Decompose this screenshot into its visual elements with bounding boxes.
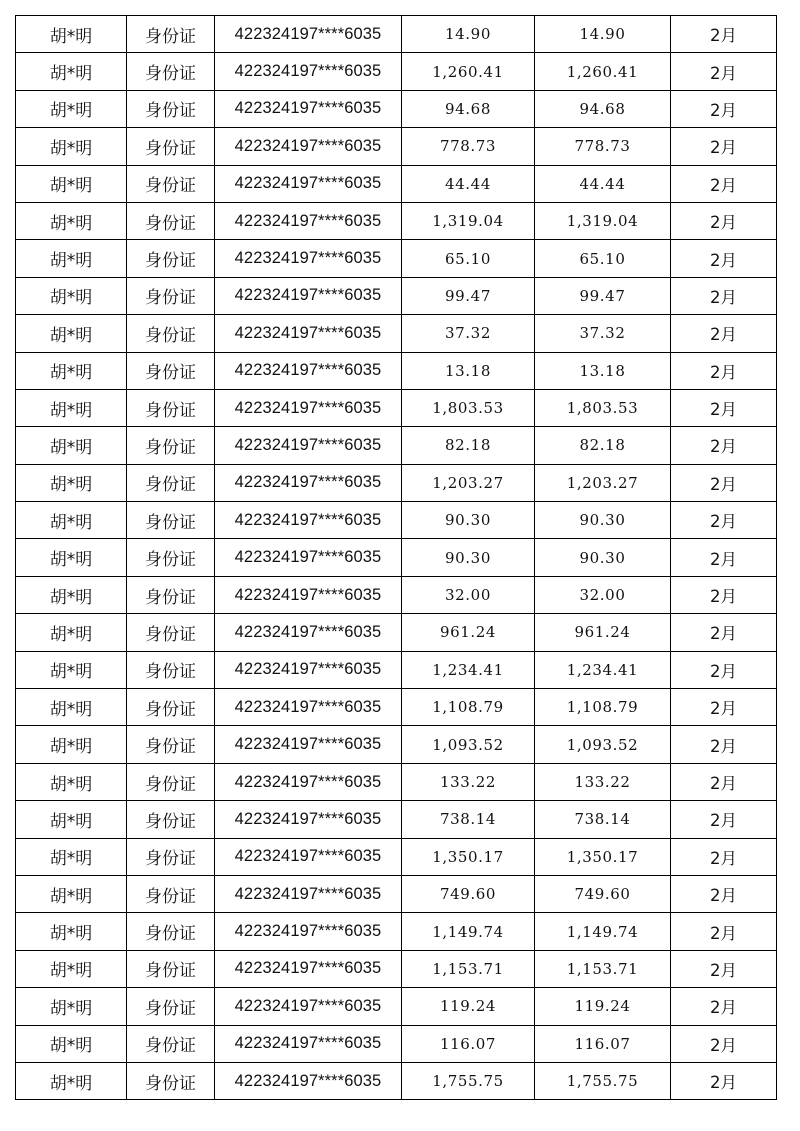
amount-cell: 14.90 bbox=[402, 16, 535, 53]
amount-cell: 1,803.53 bbox=[402, 389, 535, 426]
id-type-cell: 身份证 bbox=[127, 90, 215, 127]
amount-cell: 1,319.04 bbox=[402, 202, 535, 239]
amount-cell: 1,260.41 bbox=[402, 53, 535, 90]
id-type-cell: 身份证 bbox=[127, 689, 215, 726]
month-cell: 2月 bbox=[671, 726, 777, 763]
amount-paid-cell: 32.00 bbox=[535, 576, 671, 613]
amount-paid-cell: 82.18 bbox=[535, 427, 671, 464]
id-type-cell: 身份证 bbox=[127, 1062, 215, 1099]
id-number-cell: 422324197****6035 bbox=[215, 576, 402, 613]
id-type-cell: 身份证 bbox=[127, 240, 215, 277]
name-cell: 胡*明 bbox=[16, 801, 127, 838]
name-cell: 胡*明 bbox=[16, 689, 127, 726]
id-type-cell: 身份证 bbox=[127, 838, 215, 875]
name-cell: 胡*明 bbox=[16, 651, 127, 688]
table-row bbox=[16, 315, 777, 352]
id-type-cell: 身份证 bbox=[127, 875, 215, 912]
id-type-cell: 身份证 bbox=[127, 950, 215, 987]
amount-cell: 90.30 bbox=[402, 502, 535, 539]
id-number-cell: 422324197****6035 bbox=[215, 128, 402, 165]
month-cell: 2月 bbox=[671, 165, 777, 202]
name-cell: 胡*明 bbox=[16, 988, 127, 1025]
month-cell: 2月 bbox=[671, 352, 777, 389]
name-cell: 胡*明 bbox=[16, 576, 127, 613]
amount-paid-cell: 1,803.53 bbox=[535, 389, 671, 426]
month-cell: 2月 bbox=[671, 389, 777, 426]
name-cell: 胡*明 bbox=[16, 16, 127, 53]
month-cell: 2月 bbox=[671, 875, 777, 912]
name-cell: 胡*明 bbox=[16, 352, 127, 389]
amount-cell: 65.10 bbox=[402, 240, 535, 277]
id-number-cell: 422324197****6035 bbox=[215, 1062, 402, 1099]
table-row bbox=[16, 988, 777, 1025]
amount-paid-cell: 1,108.79 bbox=[535, 689, 671, 726]
id-number-cell: 422324197****6035 bbox=[215, 801, 402, 838]
table-row bbox=[16, 277, 777, 314]
table-row bbox=[16, 838, 777, 875]
name-cell: 胡*明 bbox=[16, 950, 127, 987]
amount-paid-cell: 119.24 bbox=[535, 988, 671, 1025]
amount-paid-cell: 65.10 bbox=[535, 240, 671, 277]
name-cell: 胡*明 bbox=[16, 913, 127, 950]
id-type-cell: 身份证 bbox=[127, 539, 215, 576]
amount-paid-cell: 44.44 bbox=[535, 165, 671, 202]
table-row bbox=[16, 763, 777, 800]
id-number-cell: 422324197****6035 bbox=[215, 315, 402, 352]
id-type-cell: 身份证 bbox=[127, 763, 215, 800]
amount-paid-cell: 961.24 bbox=[535, 614, 671, 651]
table-row bbox=[16, 464, 777, 501]
name-cell: 胡*明 bbox=[16, 240, 127, 277]
id-number-cell: 422324197****6035 bbox=[215, 950, 402, 987]
id-number-cell: 422324197****6035 bbox=[215, 90, 402, 127]
table-row bbox=[16, 913, 777, 950]
payment-table bbox=[15, 15, 777, 1100]
amount-cell: 32.00 bbox=[402, 576, 535, 613]
table-row bbox=[16, 389, 777, 426]
amount-cell: 961.24 bbox=[402, 614, 535, 651]
amount-paid-cell: 1,234.41 bbox=[535, 651, 671, 688]
name-cell: 胡*明 bbox=[16, 389, 127, 426]
table-row bbox=[16, 801, 777, 838]
id-type-cell: 身份证 bbox=[127, 913, 215, 950]
amount-paid-cell: 99.47 bbox=[535, 277, 671, 314]
amount-cell: 1,153.71 bbox=[402, 950, 535, 987]
table-row bbox=[16, 427, 777, 464]
amount-cell: 1,755.75 bbox=[402, 1062, 535, 1099]
table-row bbox=[16, 576, 777, 613]
month-cell: 2月 bbox=[671, 1062, 777, 1099]
month-cell: 2月 bbox=[671, 838, 777, 875]
id-type-cell: 身份证 bbox=[127, 801, 215, 838]
amount-paid-cell: 13.18 bbox=[535, 352, 671, 389]
amount-paid-cell: 14.90 bbox=[535, 16, 671, 53]
table-row bbox=[16, 53, 777, 90]
id-number-cell: 422324197****6035 bbox=[215, 464, 402, 501]
id-number-cell: 422324197****6035 bbox=[215, 838, 402, 875]
amount-cell: 99.47 bbox=[402, 277, 535, 314]
table-row bbox=[16, 950, 777, 987]
id-type-cell: 身份证 bbox=[127, 576, 215, 613]
id-number-cell: 422324197****6035 bbox=[215, 427, 402, 464]
table-row bbox=[16, 614, 777, 651]
id-number-cell: 422324197****6035 bbox=[215, 202, 402, 239]
id-type-cell: 身份证 bbox=[127, 352, 215, 389]
table-row bbox=[16, 539, 777, 576]
name-cell: 胡*明 bbox=[16, 726, 127, 763]
name-cell: 胡*明 bbox=[16, 763, 127, 800]
table-row bbox=[16, 90, 777, 127]
amount-cell: 116.07 bbox=[402, 1025, 535, 1062]
table-row bbox=[16, 1025, 777, 1062]
table-row bbox=[16, 202, 777, 239]
month-cell: 2月 bbox=[671, 53, 777, 90]
amount-cell: 82.18 bbox=[402, 427, 535, 464]
name-cell: 胡*明 bbox=[16, 202, 127, 239]
id-number-cell: 422324197****6035 bbox=[215, 389, 402, 426]
month-cell: 2月 bbox=[671, 539, 777, 576]
month-cell: 2月 bbox=[671, 913, 777, 950]
name-cell: 胡*明 bbox=[16, 277, 127, 314]
id-type-cell: 身份证 bbox=[127, 16, 215, 53]
month-cell: 2月 bbox=[671, 1025, 777, 1062]
id-number-cell: 422324197****6035 bbox=[215, 539, 402, 576]
name-cell: 胡*明 bbox=[16, 539, 127, 576]
month-cell: 2月 bbox=[671, 576, 777, 613]
name-cell: 胡*明 bbox=[16, 1025, 127, 1062]
amount-cell: 94.68 bbox=[402, 90, 535, 127]
amount-cell: 133.22 bbox=[402, 763, 535, 800]
table-row bbox=[16, 502, 777, 539]
id-number-cell: 422324197****6035 bbox=[215, 763, 402, 800]
amount-cell: 90.30 bbox=[402, 539, 535, 576]
id-type-cell: 身份证 bbox=[127, 128, 215, 165]
id-type-cell: 身份证 bbox=[127, 988, 215, 1025]
amount-cell: 749.60 bbox=[402, 875, 535, 912]
id-type-cell: 身份证 bbox=[127, 651, 215, 688]
id-number-cell: 422324197****6035 bbox=[215, 651, 402, 688]
amount-paid-cell: 1,153.71 bbox=[535, 950, 671, 987]
id-number-cell: 422324197****6035 bbox=[215, 689, 402, 726]
amount-cell: 778.73 bbox=[402, 128, 535, 165]
month-cell: 2月 bbox=[671, 202, 777, 239]
month-cell: 2月 bbox=[671, 464, 777, 501]
name-cell: 胡*明 bbox=[16, 875, 127, 912]
month-cell: 2月 bbox=[671, 988, 777, 1025]
amount-paid-cell: 1,149.74 bbox=[535, 913, 671, 950]
name-cell: 胡*明 bbox=[16, 502, 127, 539]
table-row bbox=[16, 651, 777, 688]
id-type-cell: 身份证 bbox=[127, 1025, 215, 1062]
id-number-cell: 422324197****6035 bbox=[215, 16, 402, 53]
name-cell: 胡*明 bbox=[16, 315, 127, 352]
amount-paid-cell: 90.30 bbox=[535, 502, 671, 539]
id-type-cell: 身份证 bbox=[127, 53, 215, 90]
month-cell: 2月 bbox=[671, 16, 777, 53]
amount-paid-cell: 1,260.41 bbox=[535, 53, 671, 90]
month-cell: 2月 bbox=[671, 427, 777, 464]
id-type-cell: 身份证 bbox=[127, 165, 215, 202]
month-cell: 2月 bbox=[671, 128, 777, 165]
id-number-cell: 422324197****6035 bbox=[215, 614, 402, 651]
amount-cell: 1,234.41 bbox=[402, 651, 535, 688]
name-cell: 胡*明 bbox=[16, 427, 127, 464]
table-row bbox=[16, 875, 777, 912]
month-cell: 2月 bbox=[671, 502, 777, 539]
amount-paid-cell: 90.30 bbox=[535, 539, 671, 576]
amount-cell: 1,203.27 bbox=[402, 464, 535, 501]
name-cell: 胡*明 bbox=[16, 614, 127, 651]
amount-cell: 1,149.74 bbox=[402, 913, 535, 950]
amount-cell: 44.44 bbox=[402, 165, 535, 202]
amount-cell: 1,350.17 bbox=[402, 838, 535, 875]
month-cell: 2月 bbox=[671, 240, 777, 277]
id-number-cell: 422324197****6035 bbox=[215, 277, 402, 314]
id-number-cell: 422324197****6035 bbox=[215, 165, 402, 202]
amount-paid-cell: 738.14 bbox=[535, 801, 671, 838]
id-number-cell: 422324197****6035 bbox=[215, 53, 402, 90]
month-cell: 2月 bbox=[671, 689, 777, 726]
id-type-cell: 身份证 bbox=[127, 389, 215, 426]
name-cell: 胡*明 bbox=[16, 165, 127, 202]
id-type-cell: 身份证 bbox=[127, 726, 215, 763]
amount-paid-cell: 116.07 bbox=[535, 1025, 671, 1062]
id-type-cell: 身份证 bbox=[127, 202, 215, 239]
id-number-cell: 422324197****6035 bbox=[215, 988, 402, 1025]
month-cell: 2月 bbox=[671, 277, 777, 314]
month-cell: 2月 bbox=[671, 763, 777, 800]
amount-paid-cell: 1,203.27 bbox=[535, 464, 671, 501]
amount-paid-cell: 749.60 bbox=[535, 875, 671, 912]
amount-cell: 13.18 bbox=[402, 352, 535, 389]
table-row bbox=[16, 128, 777, 165]
name-cell: 胡*明 bbox=[16, 838, 127, 875]
name-cell: 胡*明 bbox=[16, 53, 127, 90]
id-number-cell: 422324197****6035 bbox=[215, 1025, 402, 1062]
table-row bbox=[16, 16, 777, 53]
amount-cell: 1,093.52 bbox=[402, 726, 535, 763]
amount-cell: 37.32 bbox=[402, 315, 535, 352]
month-cell: 2月 bbox=[671, 950, 777, 987]
id-type-cell: 身份证 bbox=[127, 315, 215, 352]
id-type-cell: 身份证 bbox=[127, 277, 215, 314]
name-cell: 胡*明 bbox=[16, 1062, 127, 1099]
id-number-cell: 422324197****6035 bbox=[215, 240, 402, 277]
month-cell: 2月 bbox=[671, 614, 777, 651]
month-cell: 2月 bbox=[671, 801, 777, 838]
name-cell: 胡*明 bbox=[16, 90, 127, 127]
name-cell: 胡*明 bbox=[16, 128, 127, 165]
month-cell: 2月 bbox=[671, 651, 777, 688]
id-number-cell: 422324197****6035 bbox=[215, 502, 402, 539]
amount-cell: 738.14 bbox=[402, 801, 535, 838]
table-row bbox=[16, 240, 777, 277]
amount-paid-cell: 778.73 bbox=[535, 128, 671, 165]
id-type-cell: 身份证 bbox=[127, 464, 215, 501]
amount-paid-cell: 37.32 bbox=[535, 315, 671, 352]
amount-paid-cell: 133.22 bbox=[535, 763, 671, 800]
id-type-cell: 身份证 bbox=[127, 614, 215, 651]
id-number-cell: 422324197****6035 bbox=[215, 913, 402, 950]
amount-cell: 119.24 bbox=[402, 988, 535, 1025]
amount-paid-cell: 94.68 bbox=[535, 90, 671, 127]
id-number-cell: 422324197****6035 bbox=[215, 352, 402, 389]
table-row bbox=[16, 165, 777, 202]
amount-paid-cell: 1,319.04 bbox=[535, 202, 671, 239]
amount-cell: 1,108.79 bbox=[402, 689, 535, 726]
id-type-cell: 身份证 bbox=[127, 502, 215, 539]
amount-paid-cell: 1,350.17 bbox=[535, 838, 671, 875]
payment-table-body bbox=[16, 16, 777, 1100]
table-row bbox=[16, 1062, 777, 1099]
month-cell: 2月 bbox=[671, 90, 777, 127]
id-number-cell: 422324197****6035 bbox=[215, 875, 402, 912]
month-cell: 2月 bbox=[671, 315, 777, 352]
id-number-cell: 422324197****6035 bbox=[215, 726, 402, 763]
table-row bbox=[16, 689, 777, 726]
table-row bbox=[16, 352, 777, 389]
id-type-cell: 身份证 bbox=[127, 427, 215, 464]
amount-paid-cell: 1,755.75 bbox=[535, 1062, 671, 1099]
amount-paid-cell: 1,093.52 bbox=[535, 726, 671, 763]
table-row bbox=[16, 726, 777, 763]
name-cell: 胡*明 bbox=[16, 464, 127, 501]
